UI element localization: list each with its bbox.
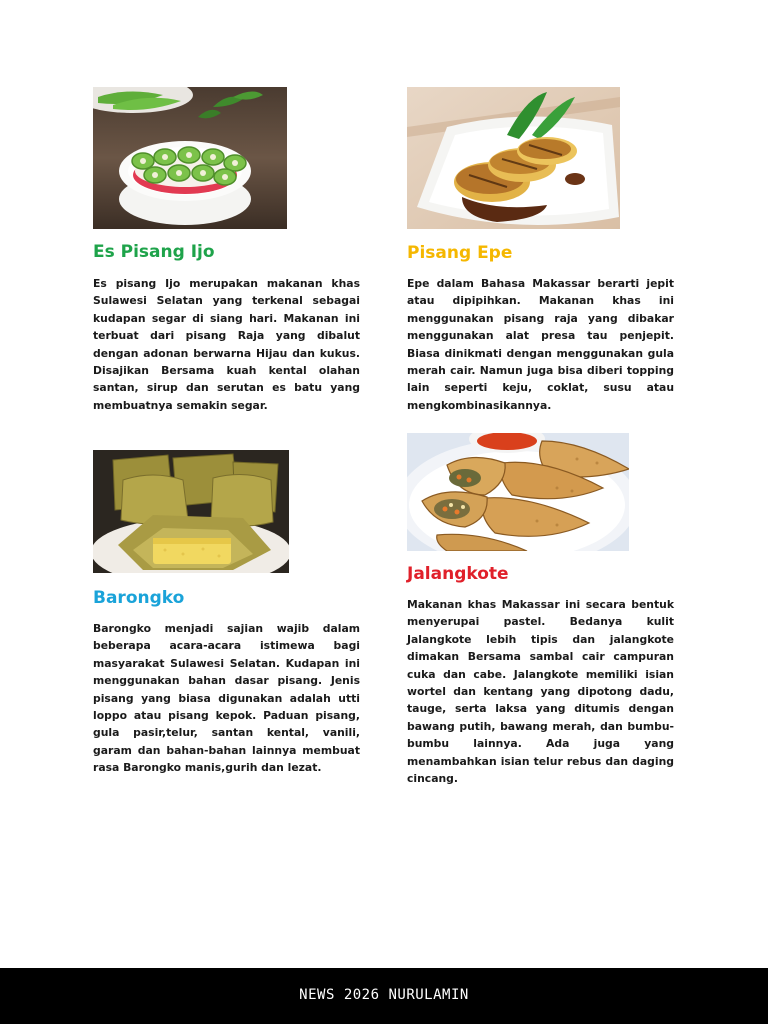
footer-text: NEWS 2026 NURULAMIN — [299, 987, 469, 1003]
footer-bar — [0, 968, 768, 1024]
barongko-photo — [93, 450, 289, 573]
pisang-epe-text: Epe dalam Bahasa Makassar berarti jepit atau dipipihkan. Makanan khas ini menggunakan pisang raja yang dibakar menggunakan alat presa tau penjepit. Biasa dinikmati dengan menggunakan gula merah cair. Namun juga bisa diberi topping lain seperti keju, coklat, susu atau mengkombinasikannya. — [407, 277, 674, 412]
es-pisang-ijo-text: Es pisang Ijo merupakan makanan khas Sulawesi Selatan yang terkenal sebagai kudapan segar di siang hari. Makanan ini terbuat dari pisang Raja yang dibalut dengan adonan berwarna Hijau dan kukus. Disajikan Bersama kuah kental olahan santan, sirup dan serutan es batu yang membuatnya semakin segar. — [93, 277, 360, 412]
es-pisang-ijo-title: Es Pisang Ijo — [93, 242, 215, 262]
barongko-title: Barongko — [93, 588, 185, 608]
es-pisang-ijo-photo — [93, 87, 287, 229]
pisang-epe-title: Pisang Epe — [407, 243, 513, 263]
pisang-epe-photo — [407, 87, 620, 229]
jalangkote-photo — [407, 433, 629, 551]
barongko-text: Barongko menjadi sajian wajib dalam beberapa acara-acara istimewa bagi masyarakat Sulawesi Selatan. Kudapan ini menggunakan bahan dasar pisang. Jenis pisang yang biasa digunakan adalah utti loppo atau pisang kepok. Paduan pisang, gula pasir,telur, santan kental, vanili, garam dan bahan-bahan lainnya membuat rasa Barongko manis,gurih dan lezat. — [93, 622, 360, 775]
jalangkote-title: Jalangkote — [407, 564, 509, 584]
jalangkote-text: Makanan khas Makassar ini secara bentuk menyerupai pastel. Bedanya kulit Jalangkote lebih tipis dan jalangkote dimakan Bersama sambal cair campuran cuka dan cabe. Jalangkote memiliki isian wortel dan kentang yang dipotong dadu, tauge, serta laksa yang ditumis dengan bawang putih, bawang merah, dan bumbu-bumbu lainnya. Ada juga yang menambahkan isian telur rebus dan daging cincang. — [407, 598, 674, 786]
